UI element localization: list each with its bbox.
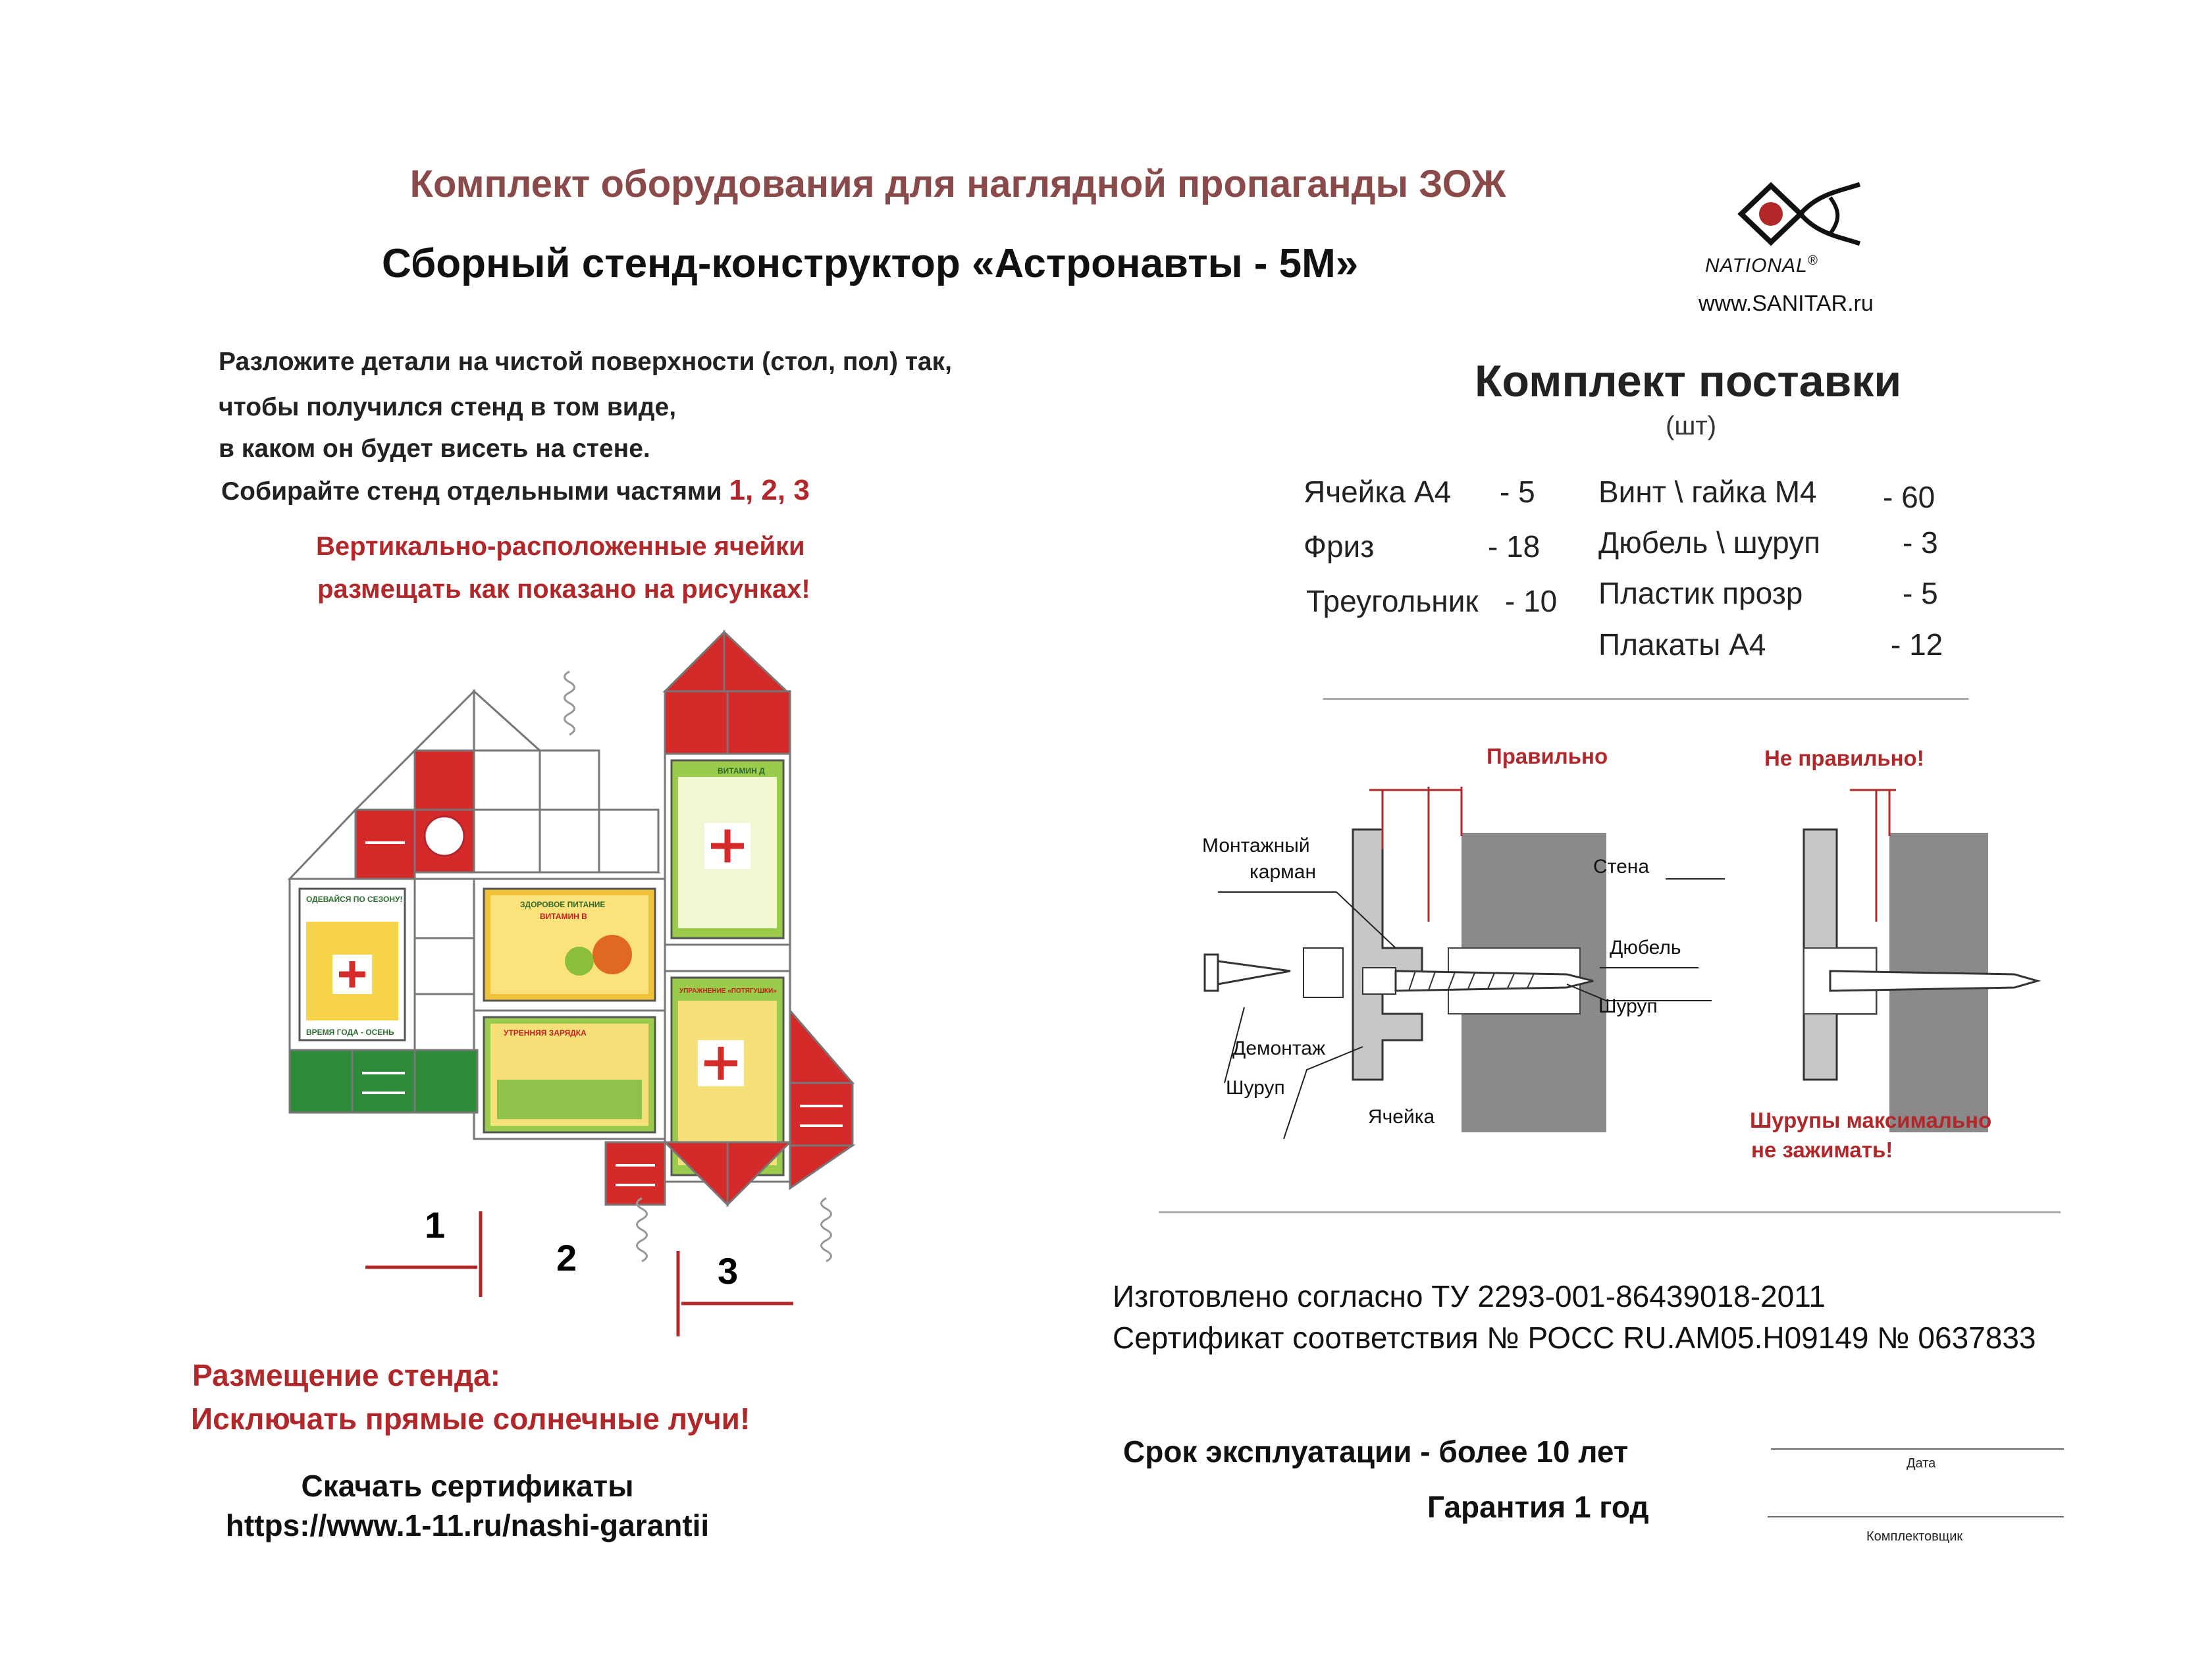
date-label: Дата — [1907, 1456, 1936, 1471]
poster-footer: ВРЕМЯ ГОДА - ОСЕНЬ — [306, 1028, 394, 1037]
kit-item-name: Винт \ гайка М4 — [1598, 475, 1817, 509]
vertical-cells-warning: размещать как показано на рисунках! — [317, 575, 810, 604]
divider — [1159, 1211, 2061, 1213]
kit-unit: (шт) — [1666, 411, 1717, 440]
instruction-line: чтобы получился стенд в том виде, — [219, 393, 677, 421]
instruction-line: Собирайте стенд отдельными частями 1, 2, 3 — [221, 474, 810, 506]
placement-warning: Исключать прямые солнечные лучи! — [191, 1402, 750, 1436]
dowel-label: Дюбель — [1610, 937, 1681, 959]
screw-label: Шуруп — [1598, 995, 1658, 1017]
kit-item-qty: - 10 — [1505, 584, 1558, 618]
kit-item-name: Дюбель \ шуруп — [1598, 525, 1821, 560]
mount-pocket-label: карман — [1250, 861, 1317, 883]
poster-subtitle: ВИТАМИН B — [540, 912, 587, 921]
kit-item-name: Плакаты А4 — [1598, 627, 1766, 662]
vertical-cells-warning: Вертикально-расположенные ячейки — [316, 532, 805, 561]
download-link[interactable]: https://www.1-11.ru/nashi-garantii — [225, 1508, 710, 1542]
kit-item-name: Треугольник — [1306, 584, 1479, 618]
incorrect-label: Не правильно! — [1764, 746, 1924, 770]
placement-title: Размещение стенда: — [192, 1358, 500, 1392]
divider — [1323, 698, 1968, 700]
kit-item-qty: - 5 — [1500, 475, 1535, 509]
parts-numbers: 1, 2, 3 — [729, 474, 810, 506]
part-number-1: 1 — [425, 1204, 446, 1246]
kit-item-qty: - 3 — [1903, 525, 1938, 560]
kit-item-name: Пластик прозр — [1598, 576, 1803, 610]
service-life: Срок эксплуатации - более 10 лет — [1123, 1435, 1629, 1469]
signature-line — [1768, 1516, 2064, 1517]
packer-label: Комплектовщик — [1866, 1529, 1963, 1544]
mount-pocket-label: Монтажный — [1202, 835, 1310, 856]
instruction-line: Разложите детали на чистой поверхности (стол, пол) так, — [219, 348, 952, 376]
poster-title: ЗДОРОВОЕ ПИТАНИЕ — [520, 900, 606, 909]
kit-item-qty: - 60 — [1883, 480, 1936, 514]
kit-item-name: Фриз — [1304, 529, 1375, 564]
logo-url: www.SANITAR.ru — [1698, 291, 1874, 316]
kit-item-qty: - 18 — [1488, 529, 1540, 564]
screw-warning: не зажимать! — [1751, 1138, 1893, 1162]
sub-title: Сборный стенд-конструктор «Астронавты - 5М» — [382, 241, 1359, 286]
poster-title: УТРЕННЯЯ ЗАРЯДКА — [504, 1028, 587, 1038]
poster-title: УПРАЖНЕНИЕ «ПОТЯГУШКИ» — [679, 988, 777, 995]
kit-item-qty: - 5 — [1903, 576, 1938, 610]
stand-illustration — [263, 619, 889, 1356]
warranty: Гарантия 1 год — [1427, 1490, 1649, 1524]
main-title: Комплект оборудования для наглядной пропаганды ЗОЖ — [409, 163, 1506, 205]
screw-label-2: Шуруп — [1226, 1077, 1285, 1099]
kit-item-qty: - 12 — [1891, 627, 1943, 662]
fish-logo-icon — [1731, 178, 1870, 250]
kit-title: Комплект поставки — [1475, 356, 1902, 406]
kit-item-name: Ячейка А4 — [1304, 475, 1452, 509]
signature-line — [1771, 1448, 2064, 1450]
certificate-line: Сертификат соответствия № РОСС RU.АМ05.Н09149 № 0637833 — [1113, 1321, 2036, 1355]
poster-title: ВИТАМИН Д — [718, 766, 765, 776]
instruction-line: в каком он будет висеть на стене. — [219, 434, 650, 463]
correct-label: Правильно — [1487, 744, 1608, 768]
wall-label: Стена — [1593, 856, 1650, 878]
cell-label: Ячейка — [1368, 1106, 1435, 1128]
poster-title: ОДЕВАЙСЯ ПО СЕЗОНУ! — [306, 895, 403, 904]
part-number-3: 3 — [718, 1250, 739, 1292]
tu-line: Изготовлено согласно ТУ 2293-001-86439018-2011 — [1113, 1279, 1826, 1313]
dismount-label: Демонтаж — [1232, 1038, 1326, 1059]
part-number-2: 2 — [556, 1237, 577, 1278]
download-label: Скачать сертификаты — [301, 1469, 634, 1503]
screw-warning: Шурупы максимально — [1750, 1108, 1992, 1132]
logo-brand: NATIONAL® — [1705, 253, 1818, 276]
